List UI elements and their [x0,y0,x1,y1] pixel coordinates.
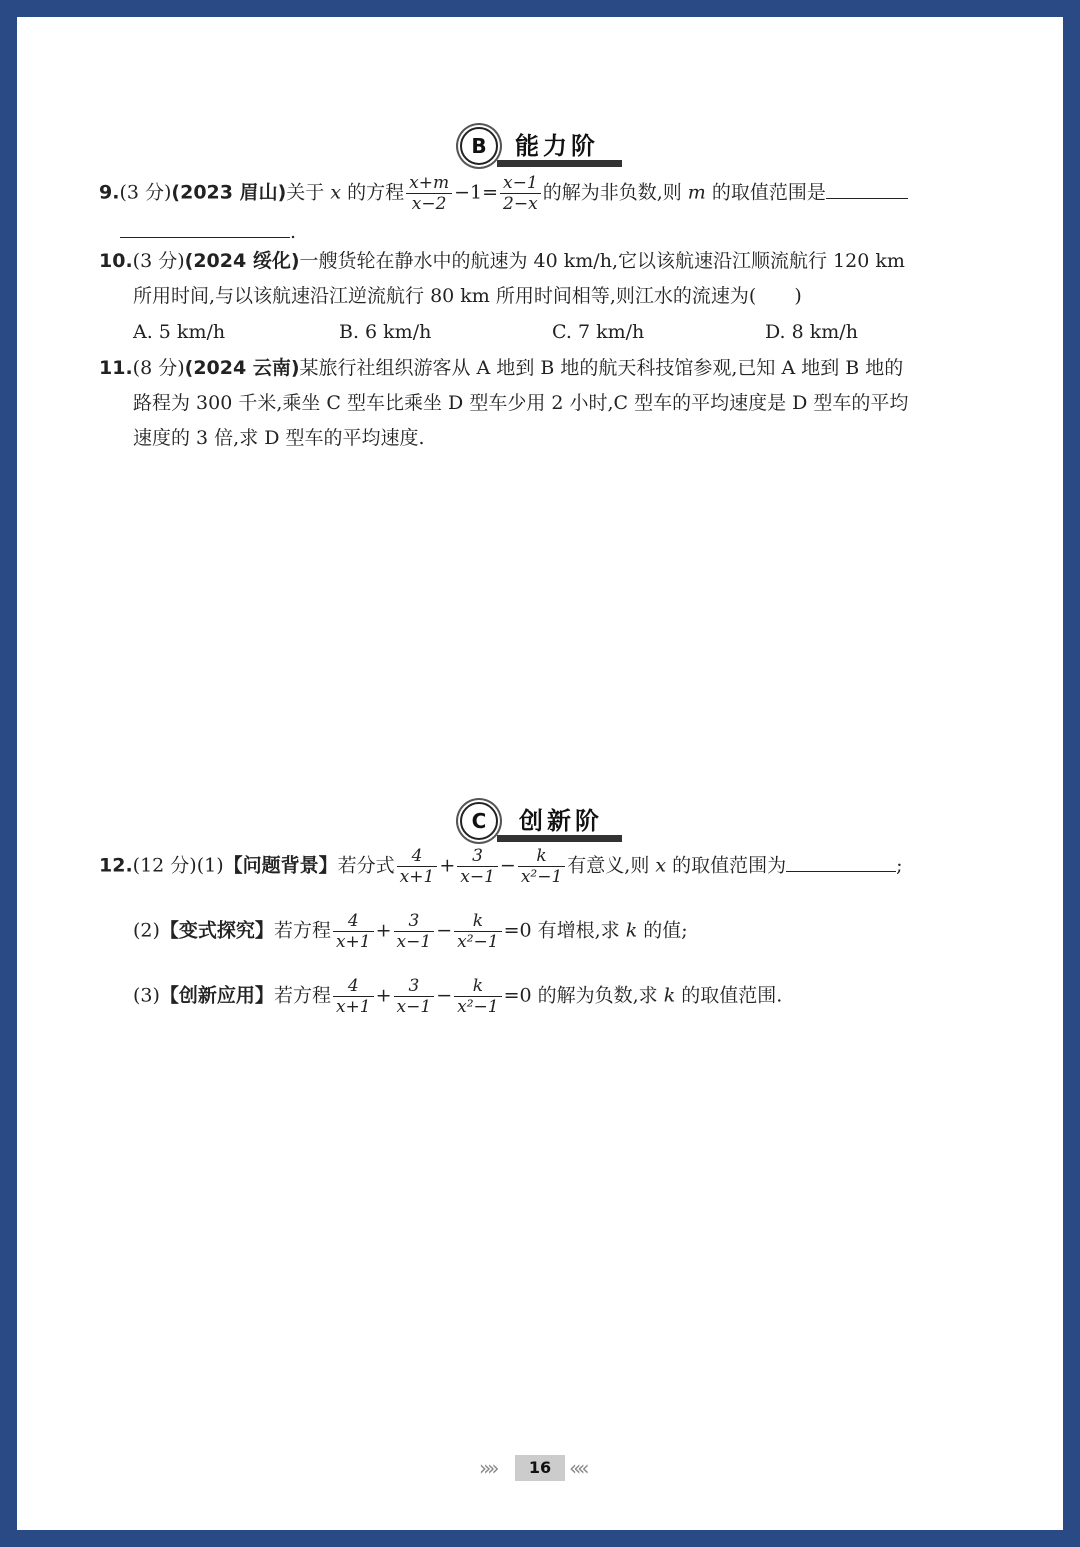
section-b-badge: B [460,127,498,165]
fraction-x-minus-1: $\frac{x-1}{2-x}$ [500,173,541,214]
answer-blank-12[interactable] [786,871,896,872]
question-10-line1: 10.(3 分)(2024 绥化)一艘货轮在静水中的航速为 40 km/h,它以该航速沿江顺流航行 120 km [99,250,905,272]
right-arrows-icon: «« [569,1456,586,1480]
left-arrows-icon: »» [479,1456,496,1480]
section-b-heading [17,112,1063,172]
section-b-title: 能力阶 [515,132,599,160]
section-c-heading [17,787,1063,847]
fraction-x-plus-m: $\frac{x+m}{x-2}$ [406,173,452,214]
answer-blank-9a[interactable] [826,198,908,199]
section-c-badge: C [460,802,498,840]
question-11-line1: 11.(8 分)(2024 云南)某旅行社组织游客从 A 地到 B 地的航天科技馆参观,已知 A 地到 B 地的 [99,357,904,379]
section-c-underline [497,835,622,842]
section-b-underline [497,160,622,167]
question-12-part2: (2)【变式探究】若方程 $\frac{4}{x+1}$ + $\frac{3}{x-1}$ − $\frac{k}{\text{x²−1}}$ =0 有增根,求 k 的值; [133,911,688,952]
option-b[interactable]: B. 6 km/h [339,321,432,343]
question-9: 9.(3 分)(2023 眉山)关于 x 的方程 $\frac{x+m}{x-2}$ −1= $\frac{x-1}{2-x}$ 的解为非负数,则 m 的取值范围是 [99,173,908,214]
question-11-line3: 速度的 3 倍,求 D 型车的平均速度. [133,427,425,449]
option-d[interactable]: D. 8 km/h [765,321,858,343]
question-10-line2: 所用时间,与以该航速沿江逆流航行 80 km 所用时间相等,则江水的流速为( ) [133,285,802,307]
question-11-line2: 路程为 300 千米,乘坐 C 型车比乘坐 D 型车少用 2 小时,C 型车的平均速度是 D 型车的平均 [133,392,909,414]
answer-blank-9b[interactable] [120,237,290,238]
question-9-blank-line: . [120,215,296,250]
option-a[interactable]: A. 5 km/h [133,321,226,343]
page-number: 16 [515,1455,565,1481]
section-c-title: 创新阶 [519,807,603,835]
option-c[interactable]: C. 7 km/h [552,321,645,343]
question-12-part1: 12.(12 分)(1)【问题背景】若分式 $\frac{4}{x+1}$ + $\frac{3}{x-1}$ − $\frac{k}{\text{x²−1}}$ 有意义,则 x 的取值范围为 ; [99,846,903,887]
page [17,17,1063,1530]
question-12-part3: (3)【创新应用】若方程 $\frac{4}{x+1}$ + $\frac{3}{x-1}$ − $\frac{k}{\text{x²−1}}$ =0 的解为负数,求 k 的取值范围. [133,976,783,1017]
